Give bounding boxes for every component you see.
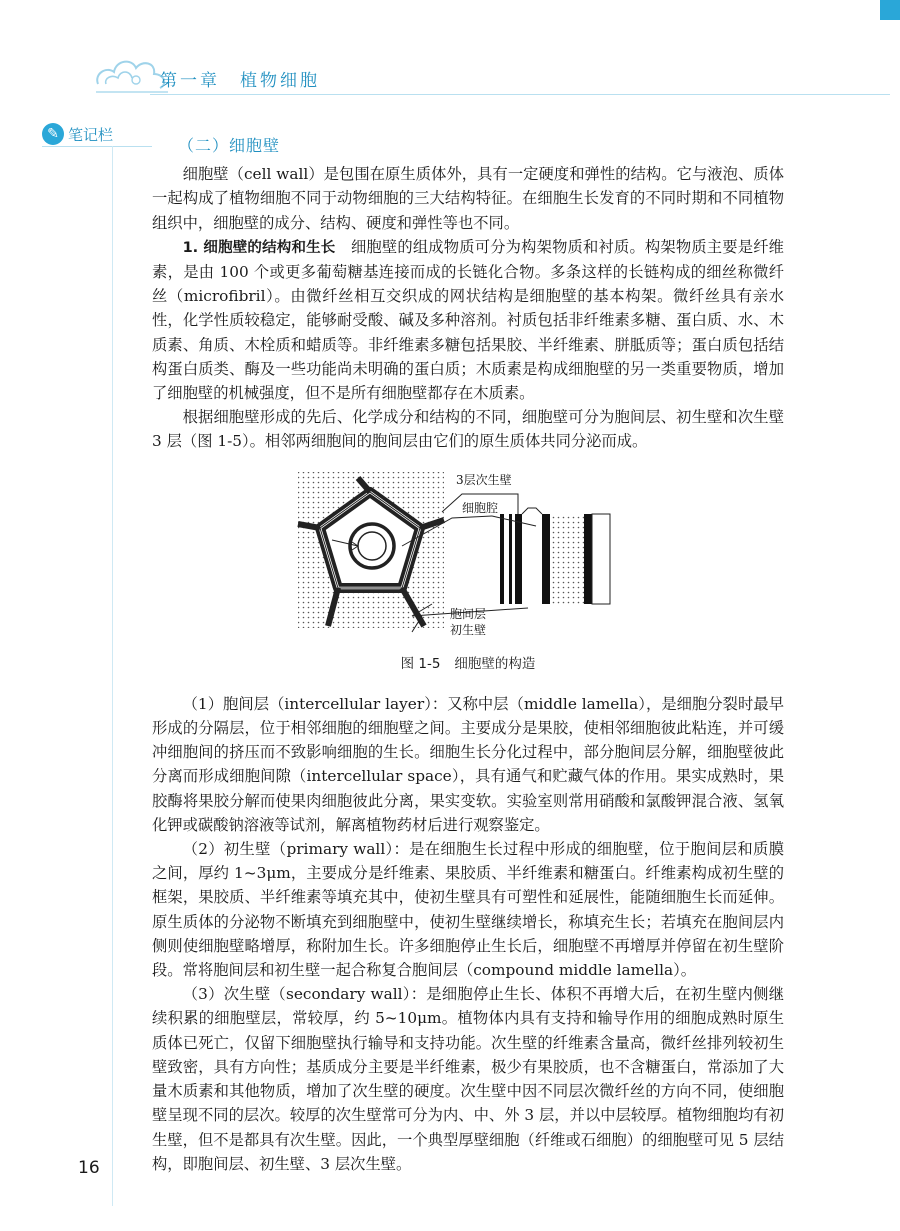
label-primary-wall: 初生壁 [450,622,487,637]
intro-paragraph: 细胞壁（cell wall）是包围在原生质体外，具有一定硬度和弹性的结构。它与液泡、质体一起构成了植物细胞不同于动物细胞的三大结构特征。在细胞生长发育的不同时期和不同植物组织中，细胞壁的成分、结构、硬度和弹性等也不同。 [152,165,784,232]
cell-wall-diagram [292,466,632,646]
caption-text: 细胞壁的构造 [454,655,536,672]
figure-cell-wall [152,466,784,652]
figure-caption [152,652,784,676]
cell-cross-section [298,472,444,628]
notes-label: 笔记栏 [68,125,114,144]
notes-tab [42,122,113,146]
caption-number: 图 1-5 [400,655,441,672]
wall-longitudinal-section [500,508,610,604]
structure-paragraph [152,235,784,405]
secondary-wall-paragraph: （3）次生壁（secondary wall）：是细胞停止生长、体积不再增大后，在初生壁内侧继续积累的细胞壁层，常较厚，约 5~10μm。植物体内具有支持和输导作用的细胞成熟时原生质体已死亡，仅留下细胞壁执行输导和支持功能。次生壁的纤维素含量高，微纤丝排列较初生壁致密，具有方向性；基质成分主要是半纤维素，极少有果胶质，也不含糖蛋白，常添加了大量木质素和其他物质，增加了次生壁的硬度。次生壁中因不同层次微纤丝的方向不同，使细胞壁呈现不同的层次。较厚的次生壁常可分为内、中、外 3 层，并以中层较厚。植物细胞均有初生壁，但不是都具有次生壁。因此，一个典型厚壁细胞（纤维或石细胞）的细胞壁可见 5 层结构，即胞间层、初生壁、3 层次生壁。 [152,985,784,1173]
structure-body: 细胞壁的组成物质可分为构架物质和衬质。构架物质主要是纤维素，是由 100 个或更多葡萄糖基连接而成的长链化合物。多条这样的长链构成的细丝称微纤丝（microfibril）。由微纤丝相互交织成的网状结构是细胞壁的基本构架。微纤丝具有亲水性，化学性质较稳定，能够耐受酸、碱及多种溶剂。衬质包括非纤维素多糖、蛋白质、水、木质素、角质、木栓质和蜡质等。非纤维素多糖包括果胶、半纤维素、胼胝质等；蛋白质包括结构蛋白质类、酶及一些功能尚未明确的蛋白质；木质素是构成细胞壁的另一类重要物质，增加了细胞壁的机械强度，但不是所有细胞壁都存在木质素。 [152,237,784,403]
structure-lead: 1. 细胞壁的结构和生长 [182,239,336,256]
chapter-title: 第一章 植物细胞 [160,71,320,91]
main-content [152,128,784,1176]
layers-paragraph: 根据细胞壁形成的先后、化学成分和结构的不同，细胞壁可分为胞间层、初生壁和次生壁 3 层（图 1-5）。相邻两细胞间的胞间层由它们的原生质体共同分泌而成。 [152,408,784,451]
middle-lamella-paragraph: （1）胞间层（intercellular layer）：又称中层（middle lamella），是细胞分裂时最早形成的分隔层，位于相邻细胞的细胞壁之间。主要成分是果胶，使相邻细胞彼此粘连，并可缓冲细胞间的挤压而不致影响细胞的生长。细胞生长分化过程中，部分胞间层分解，细胞壁彼此分离而形成细胞间隙（intercellular space），具有通气和贮藏气体的作用。果实成熟时，果胶酶将果胶分解而使果肉细胞彼此分离，果实变软。实验室则常用硝酸和氯酸钾混合液、氢氧化钾或碳酸钠溶液等试剂，解离植物药材后进行观察鉴定。 [152,694,784,834]
primary-wall-paragraph: （2）初生壁（primary wall）：是在细胞生长过程中形成的细胞壁，位于胞间层和质膜之间，厚约 1~3μm，主要成分是纤维素、果胶质、半纤维素和糖蛋白。纤维素构成初生壁的框架，果胶质、半纤维素等填充其中，使初生壁具有可塑性和延展性，能随细胞生长而延伸。原生质体的分泌物不断填充到细胞壁中，使初生壁继续增长，称填充生长；若填充在胞间层内侧则使细胞壁略增厚，称附加生长。许多细胞停止生长后，细胞壁不再增厚并停留在初生壁阶段。常将胞间层和初生壁一起合称复合胞间层（compound middle lamella）。 [152,840,784,980]
corner-marker [880,0,900,20]
label-secondary-wall: 3层次生壁 [456,472,512,487]
notes-margin-line [112,146,113,1206]
header-divider [150,94,890,95]
label-lumen: 细胞腔 [462,500,499,515]
pencil-icon: ✎ [42,123,64,145]
notes-divider [42,146,152,147]
page-number: 16 [78,1158,100,1178]
page-header [0,0,900,110]
label-middle-lamella: 胞间层 [450,606,487,621]
section-heading: （二）细胞壁 [178,136,281,155]
